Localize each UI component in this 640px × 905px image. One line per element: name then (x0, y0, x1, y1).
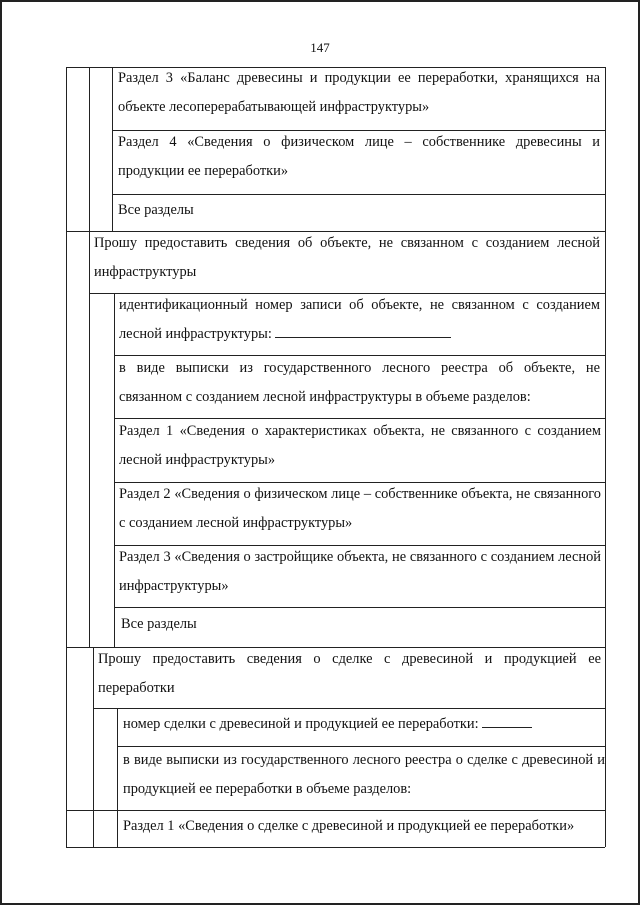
row-text-request-object: Прошу предоставить сведения об объекте, не связанном с созданием лесной инфраструктуры (94, 235, 600, 280)
column-line (89, 67, 90, 231)
object-id-input[interactable] (275, 323, 451, 338)
row-text-deal-number (123, 710, 601, 739)
row-text-request-deal: Прошу предоставить сведения о сделке с древесиной и продукцией ее переработки (98, 651, 601, 696)
column-line (93, 647, 94, 847)
table-border-left (66, 67, 67, 847)
row-line (112, 194, 605, 195)
row-text-section3-balance: Раздел 3 «Баланс древесины и продукции ее переработки, хранящихся на объекте лесоперерабатывающей инфраструктуры» (118, 70, 600, 115)
row-text-object-all-sections: Все разделы (121, 616, 197, 632)
row-text-object-section1: Раздел 1 «Сведения о характеристиках объекта, не связанного с созданием лесной инфраструктуры» (119, 423, 601, 468)
row-text-object-section3: Раздел 3 «Сведения о застройщике объекта, не связанного с созданием лесной инфраструктуры» (119, 549, 601, 594)
column-line (114, 293, 115, 647)
row-text-deal-extract: в виде выписки из государственного лесного реестра о сделке с древесиной и продукцией ее переработки в объеме разделов: (123, 752, 605, 797)
column-line (112, 67, 113, 231)
column-line (117, 708, 118, 847)
row-text-deal-section1: Раздел 1 «Сведения о сделке с древесиной и продукцией ее переработки» (123, 818, 575, 834)
row-line (114, 607, 605, 608)
row-line (66, 810, 605, 811)
object-id-label: идентификационный номер записи об объекте, не связанном с созданием лесной инфраструктуры: (119, 297, 600, 342)
table-border-bottom (66, 847, 605, 848)
row-text-object-section2: Раздел 2 «Сведения о физическом лице – собственнике объекта, не связанного с созданием лесной инфраструктуры» (119, 486, 601, 531)
deal-number-input[interactable] (482, 713, 532, 728)
row-text-object-id (119, 291, 600, 349)
row-text-section4-owner: Раздел 4 «Сведения о физическом лице – собственнике древесины и продукции ее переработки» (118, 134, 600, 179)
row-text-all-sections: Все разделы (118, 202, 194, 218)
row-line (93, 708, 605, 709)
table-border-right (605, 67, 606, 847)
row-text-object-extract: в виде выписки из государственного лесного реестра об объекте, не связанном с созданием лесной инфраструктуры в объеме разделов: (119, 360, 600, 405)
deal-number-label: номер сделки с древесиной и продукцией ее переработки: (123, 716, 479, 732)
page-number: 147 (310, 40, 330, 55)
